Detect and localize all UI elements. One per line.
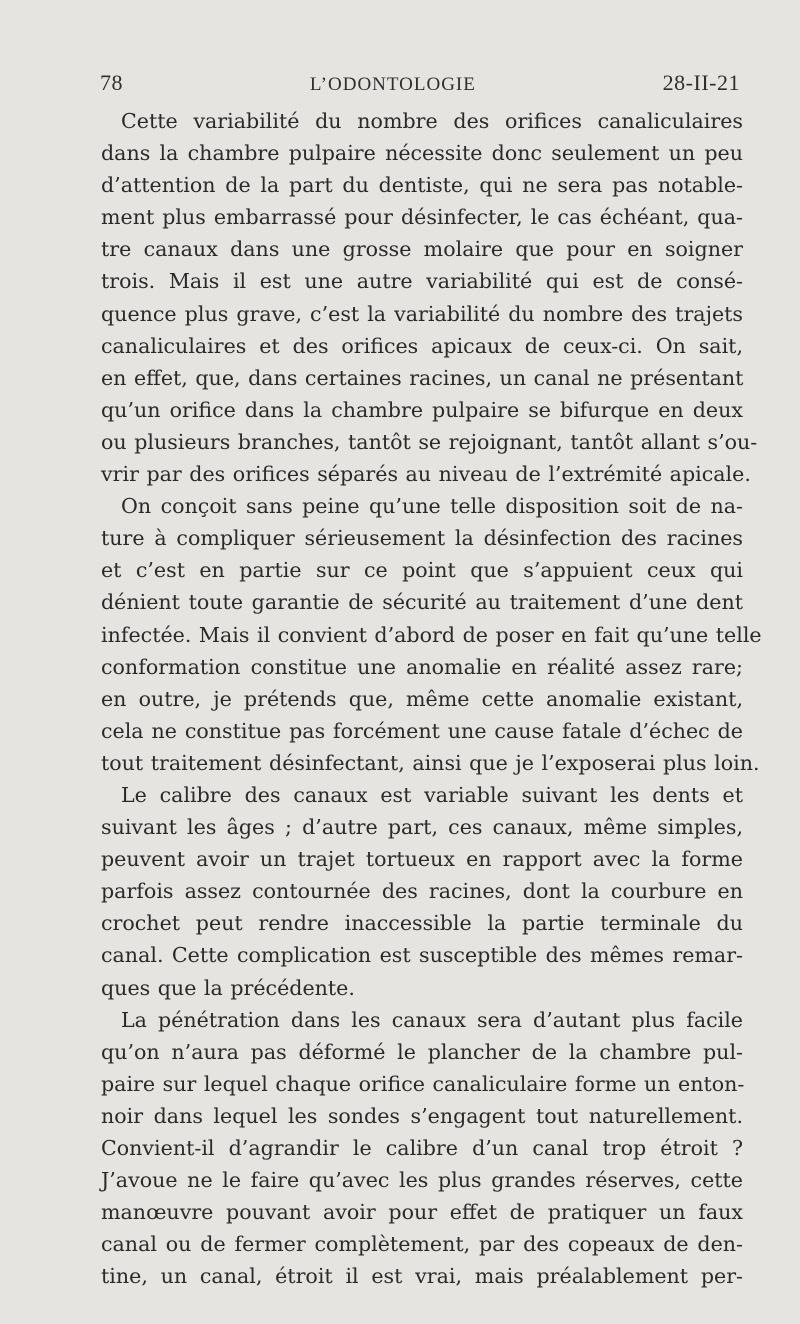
text-line: ou plusieurs branches, tantôt se rejoignant, tantôt allant s’ou- <box>101 429 758 454</box>
text-line: en effet, que, dans certaines racines, un canal ne présentant <box>101 365 744 390</box>
issue-date: 28-II-21 <box>662 70 740 95</box>
text-line: manœuvre pouvant avoir pour effet de pratiquer un faux <box>101 1200 743 1225</box>
text-line: d’attention de la part du dentiste, qui ne sera pas notable- <box>101 173 743 198</box>
text-line: canaliculaires et des orifices apicaux de ceux-ci. On sait, <box>101 333 743 358</box>
text-line: dénient toute garantie de sécurité au traitement d’une dent <box>101 590 743 615</box>
text-line: dans la chambre pulpaire nécessite donc seulement un peu <box>101 141 743 166</box>
text-line: cela ne constitue pas forcément une cause fatale d’échec de <box>101 718 743 743</box>
text-line: paire sur lequel chaque orifice canaliculaire forme un enton- <box>101 1071 745 1096</box>
text-line: ques que la précédente. <box>101 975 355 1000</box>
text-line: On conçoit sans peine qu’une telle disposition soit de na- <box>121 494 743 519</box>
text-line: La pénétration dans les canaux sera d’autant plus facile <box>121 1007 743 1032</box>
text-line: suivant les âges ; d’autre part, ces canaux, même simples, <box>101 815 743 840</box>
text-line: tout traitement désinfectant, ainsi que je l’exposerai plus loin. <box>101 750 760 775</box>
text-line: J’avoue ne le faire qu’avec les plus grandes réserves, cette <box>101 1168 743 1193</box>
text-line: tre canaux dans une grosse molaire que pour en soigner <box>101 237 743 262</box>
text-line: tine, un canal, étroit il est vrai, mais préalablement per- <box>101 1264 743 1289</box>
text-line: qu’un orifice dans la chambre pulpaire se bifurque en deux <box>101 397 743 422</box>
text-line: Le calibre des canaux est variable suivant les dents et <box>121 782 743 807</box>
text-line: noir dans lequel les sondes s’engagent tout naturellement. <box>101 1103 743 1128</box>
text-line: conformation constitue une anomalie en réalité assez rare; <box>101 654 743 679</box>
text-line: ture à compliquer sérieusement la désinfection des racines <box>101 526 743 551</box>
body-text <box>101 105 762 1292</box>
text-line: ment plus embarrassé pour désinfecter, le cas échéant, qua- <box>101 205 743 230</box>
running-head <box>100 70 740 100</box>
journal-title: L’ODONTOLOGIE <box>309 74 476 95</box>
text-line: parfois assez contournée des racines, dont la courbure en <box>101 879 743 904</box>
text-line: vrir par des orifices séparés au niveau de l’extrémité apicale. <box>101 462 751 487</box>
text-line: et c’est en partie sur ce point que s’appuient ceux qui <box>101 558 743 583</box>
text-line: en outre, je prétends que, même cette anomalie existant, <box>101 686 743 711</box>
text-line: peuvent avoir un trajet tortueux en rapport avec la forme <box>101 847 743 872</box>
text-line: quence plus grave, c’est la variabilité du nombre des trajets <box>101 301 743 326</box>
text-line: infectée. Mais il convient d’abord de poser en fait qu’une telle <box>101 622 762 647</box>
text-line: canal. Cette complication est susceptible des mêmes remar- <box>101 943 743 968</box>
text-line: trois. Mais il est une autre variabilité qui est de consé- <box>101 269 743 294</box>
page-number: 78 <box>100 70 123 95</box>
text-line: canal ou de fermer complètement, par des copeaux de den- <box>101 1232 743 1257</box>
text-line: qu’on n’aura pas déformé le plancher de la chambre pul- <box>101 1039 743 1064</box>
text-line: Convient-il d’agrandir le calibre d’un canal trop étroit ? <box>101 1136 743 1160</box>
text-line: crochet peut rendre inaccessible la partie terminale du <box>101 911 743 936</box>
text-line: Cette variabilité du nombre des orifices canaliculaires <box>121 109 743 133</box>
